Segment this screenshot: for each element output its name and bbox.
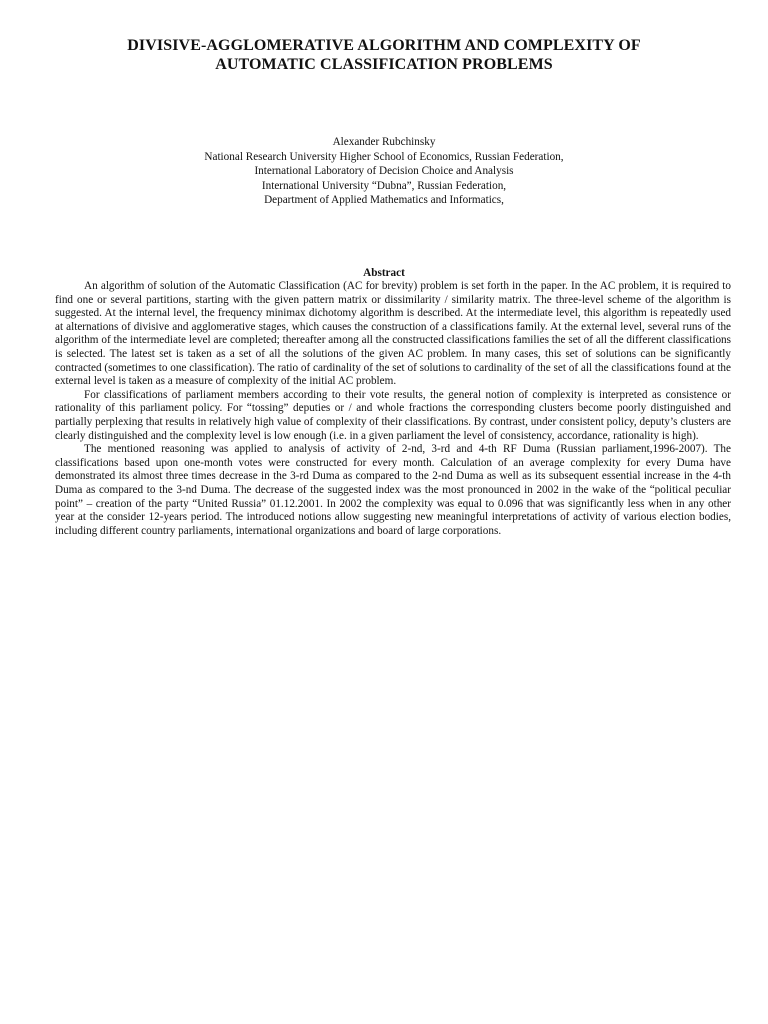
paper-title: [40, 36, 728, 74]
abstract-paragraph: For classifications of parliament members according to their vote results, the general notion of complexity is interpreted as consistence or rationality of this parliament policy. For “tossing” deputies or / and whole fractions the corresponding clusters become poorly distinguished and partially perplexing that results in relatively high value of complexity of their classifications. By contrast, under consistent policy, deputy’s clusters are clearly distinguished and the complexity level is low enough (i.e. in a given parliament the level of consistency, accordance, rationality is high).: [55, 388, 731, 442]
abstract-paragraph: An algorithm of solution of the Automatic Classification (AC for brevity) problem is set forth in the paper. In the AC problem, it is required to find one or several partitions, starting with the given pattern matrix or dissimilarity / similarity matrix. The three-level scheme of the algorithm is suggested. At the internal level, the frequency minimax dichotomy algorithm is described. At the intermediate level, this algorithm is repeatedly used at alternations of divisive and agglomerative stages, which causes the construction of a classifications family. At the external level, several runs of the algorithm of the intermediate level are completed; thereafter among all the constructed classifications families the set of all the different classifications is selected. The latest set is taken as a set of all the solutions of the given AC problem. In many cases, this set of solutions can be significantly contracted (sometimes to one classification). The ratio of cardinality of the set of solutions to cardinality of the set of all the classifications found at the external level is taken as a measure of complexity of the initial AC problem.: [55, 280, 731, 388]
title-line-1: DIVISIVE-AGGLOMERATIVE ALGORITHM AND COMPLEXITY OF: [127, 37, 641, 54]
affiliation-line: Department of Applied Mathematics and Informatics,: [264, 194, 504, 206]
affiliation-line: International University “Dubna”, Russian Federation,: [261, 179, 507, 192]
author-name: Alexander Rubchinsky: [332, 136, 436, 148]
abstract-body: [55, 280, 731, 538]
affiliation-line: National Research University Higher School of Economics, Russian Federation,: [204, 150, 564, 163]
author-block: [60, 135, 708, 208]
abstract-heading: Abstract: [363, 267, 405, 279]
affiliation-line: International Laboratory of Decision Choice and Analysis: [254, 165, 514, 177]
title-line-2: AUTOMATIC CLASSIFICATION PROBLEMS: [215, 56, 553, 73]
abstract-paragraph: The mentioned reasoning was applied to analysis of activity of 2-nd, 3-rd and 4-th RF Duma (Russian parliament,1996-2007). The classifications based upon one-month votes were constructed for every month. Calculation of an average complexity for every Duma have demonstrated its almost three times decrease in the 3-rd Duma as compared to the 2-nd Duma as well as its subsequent essential increase in the 4-th Duma as compared to the 3-nd Duma. The decrease of the suggested index was the most pronounced in 2002 in the wake of the “political peculiar point” – creation of the party “United Russia” 01.12.2001. In 2002 the complexity was equal to 0.096 that was significantly less when in any other year at the consider 12-years period. The introduced notions allow suggesting new meaningful interpretations of activity of various election bodies, including different country parliaments, international organizations and board of large corporations.: [55, 443, 731, 537]
